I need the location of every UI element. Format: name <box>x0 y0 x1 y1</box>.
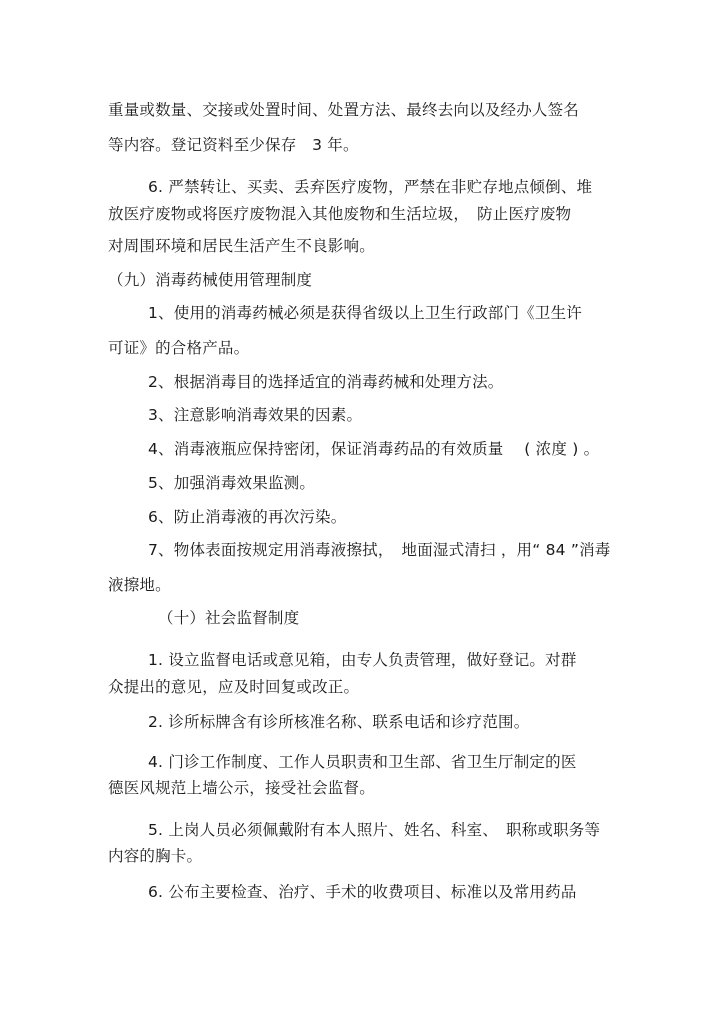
section-heading: （十）社会监督制度 <box>158 609 300 627</box>
paragraph-line: 6. 公布主要检查、治疗、手术的收费项目、标准以及常用药品 <box>148 883 577 901</box>
paragraph-line: 德医风规范上墙公示，接受社会监督。 <box>108 779 375 797</box>
paragraph-line: 6. 严禁转让、买卖、丢弃医疗废物，严禁在非贮存地点倾倒、堆 <box>148 178 593 196</box>
paragraph-line: 液擦地。 <box>108 576 171 594</box>
paragraph-line: 3、注意影响消毒效果的因素。 <box>148 406 363 424</box>
paragraph-line: 4、消毒液瓶应保持密闭，保证消毒药品的有效质量 ( 浓度 ) 。 <box>148 440 600 458</box>
paragraph-line: 5. 上岗人员必须佩戴附有本人照片、姓名、科室、 职称或职务等 <box>148 821 601 839</box>
paragraph-line: 对周围环境和居民生活产生不良影响。 <box>108 237 375 255</box>
paragraph-line: 4. 门诊工作制度、工作人员职责和卫生部、省卫生厅制定的医 <box>148 753 577 771</box>
section-heading: （九）消毒药械使用管理制度 <box>108 271 313 289</box>
paragraph-line: 7、物体表面按规定用消毒液擦拭， 地面湿式清扫 ，用“ 84 ”消毒 <box>148 541 611 559</box>
paragraph-line: 1. 设立监督电话或意见箱，由专人负责管理，做好登记。对群 <box>148 651 577 669</box>
paragraph-line: 2. 诊所标牌含有诊所核准名称、联系电话和诊疗范围。 <box>148 713 530 731</box>
paragraph-line: 内容的胸卡。 <box>108 847 203 865</box>
paragraph-line: 6、防止消毒液的再次污染。 <box>148 508 347 526</box>
paragraph-line: 等内容。登记资料至少保存 3 年。 <box>108 136 359 154</box>
paragraph-line: 5、加强消毒效果监测。 <box>148 474 316 492</box>
paragraph-line: 放医疗废物或将医疗废物混入其他废物和生活垃圾， 防止医疗废物 <box>108 205 572 223</box>
paragraph-line: 重量或数量、交接或处置时间、处置方法、最终去向以及经办人签名 <box>108 101 580 119</box>
paragraph-line: 1、使用的消毒药械必须是获得省级以上卫生行政部门《卫生许 <box>148 304 582 322</box>
paragraph-line: 众提出的意见，应及时回复或改正。 <box>108 678 360 696</box>
paragraph-line: 2、根据消毒目的选择适宜的消毒药械和处理方法。 <box>148 373 504 391</box>
paragraph-line: 可证》的合格产品。 <box>108 339 250 357</box>
